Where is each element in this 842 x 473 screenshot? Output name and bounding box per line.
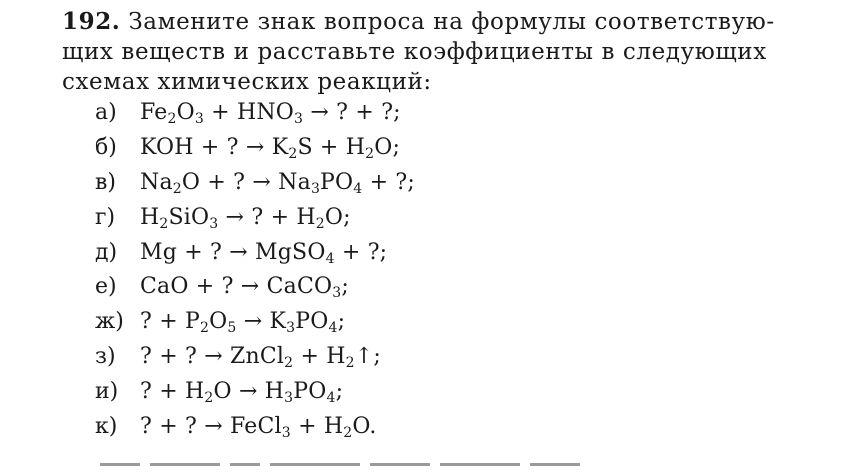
reaction-equation: KOH + ? → $K_2S + H_2O$; [140,134,401,162]
reaction-equation: ? + ? → FeCl$_3$ + $H_2O$. [140,414,377,442]
reaction-item [95,100,795,135]
reaction-label: г) [95,204,116,230]
task-line-3: схемах химических реакций: [62,69,432,95]
reaction-item [95,274,795,309]
reaction-item [95,170,795,205]
task-line-2: щих веществ и расставьте коэффициенты в следующих [62,39,767,65]
reaction-label: е) [95,274,117,300]
reaction-item [95,240,795,275]
task-text-1: Замените знак вопроса на формулы соответствую- [128,9,775,35]
reaction-label: в) [95,169,116,195]
reaction-equation: $Fe_2O_3 + HNO_3$ → ? + ?; [140,100,401,127]
reaction-label: б) [95,134,117,160]
reaction-label: з) [95,344,116,370]
reaction-item [95,344,795,379]
reaction-equation: $Na_2O$ + ? → $Na_3PO_4$ + ?; [140,169,416,197]
reaction-equation: Mg + ? → MgSO$_4$ + ?; [140,239,388,267]
reaction-label: а) [95,100,117,125]
reaction-item [95,205,795,240]
reaction-item [95,309,795,344]
reaction-label: д) [95,239,118,265]
reaction-label: ж) [95,309,124,335]
task-number: 192. [62,8,121,35]
reaction-label: и) [95,379,119,405]
reaction-equation: CaO + ? → CaCO$_3$; [140,274,349,302]
task-line-1 [62,7,822,37]
reaction-equation: $H_2SiO_3$ → ? + $H_2O$; [140,204,351,232]
reaction-item [95,414,795,449]
reaction-item [95,379,795,414]
next-task-cut-off [100,463,700,473]
task-statement [62,7,822,97]
reaction-list [95,100,795,449]
reaction-equation: ? + ? → ZnCl$_2$ + $H_2↑$; [140,344,382,372]
reaction-label: к) [95,414,118,440]
reaction-equation: ? + $P_2O_5 \to K_3PO_4$; [140,309,346,337]
reaction-equation: ? + $H_2O \to H_3PO_4$; [140,379,344,407]
reaction-item [95,135,795,170]
